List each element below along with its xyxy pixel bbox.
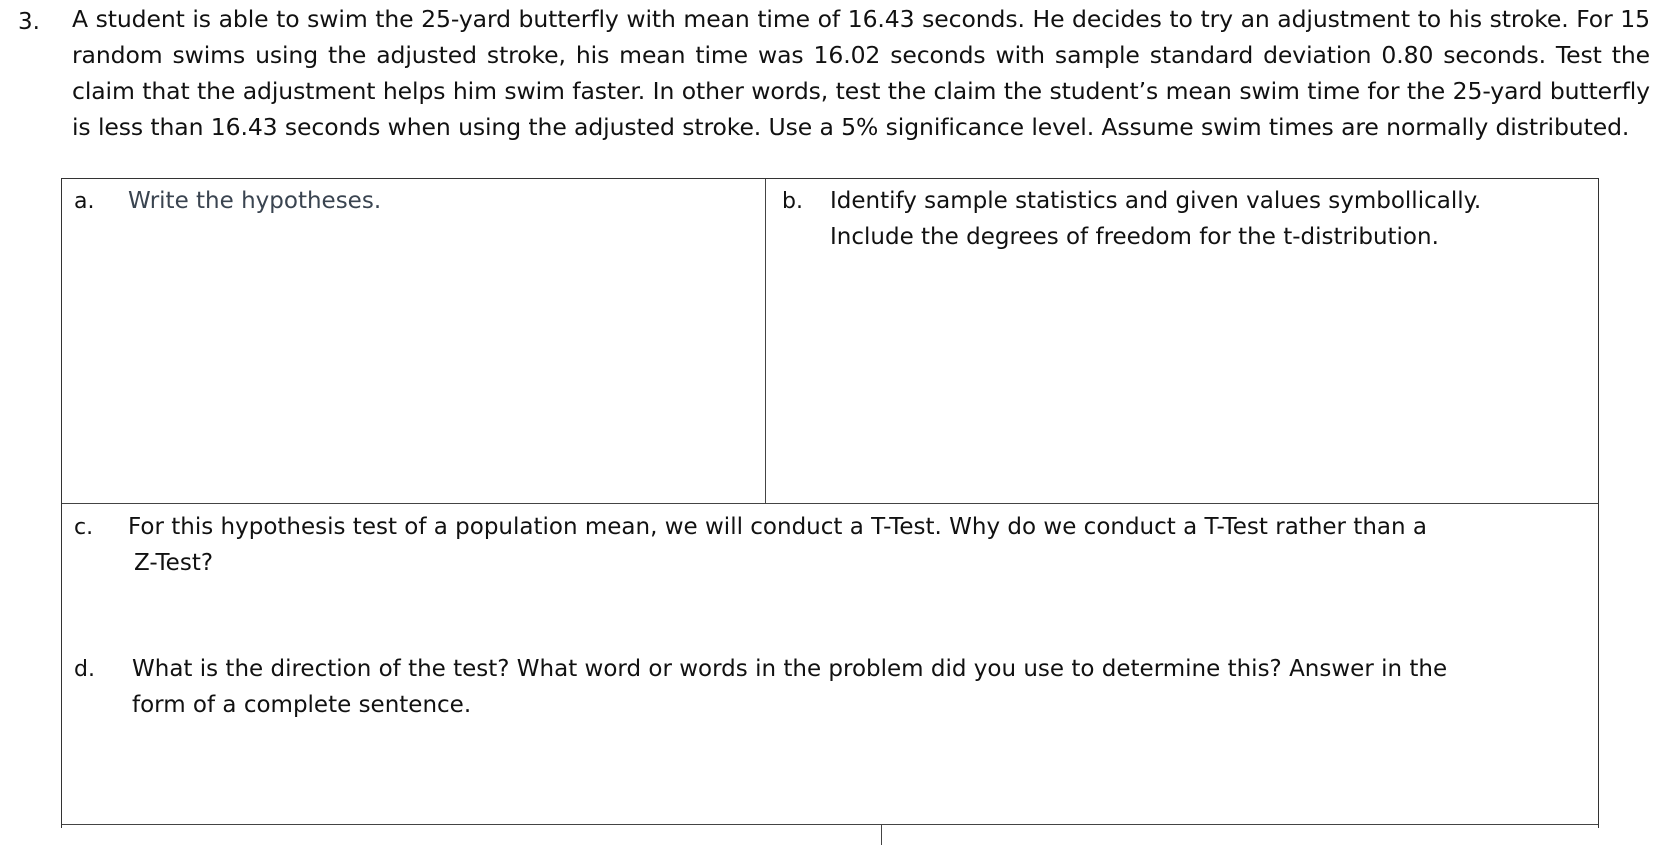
answer-table [61,178,1599,828]
part-b-prompt-line-2: Include the degrees of freedom for the t-distribution. [830,224,1439,250]
part-d-label: d. [74,657,95,682]
problem-text: A student is able to swim the 25-yard butterfly with mean time of 16.43 seconds. He decides to try an adjustment to his stroke. For 15 random swims using the adjusted stroke, his mean time was 16.02 seconds with sample standard deviation 0.80 seconds. Test the claim that the adjustment helps him swim faster. In other words, test the claim the student’s mean swim time for the 25-yard butterfly is less than 16.43 seconds when using the adjusted stroke. Use a 5% significance level. Assume swim times are normally distributed. [72,5,1650,141]
part-b-prompt-line-1: Identify sample statistics and given values symbollically. [830,188,1482,214]
problem-number: 3. [18,9,40,35]
parts-c-d-answer-box[interactable] [62,504,1598,825]
next-row-divider [62,825,882,845]
part-d-prompt-line-2: form of a complete sentence. [132,692,472,718]
part-b-answer-box[interactable] [766,179,1598,504]
problem-statement [0,0,1660,145]
part-a-prompt: Write the hypotheses. [128,188,382,214]
part-c-prompt-line-2: Z-Test? [134,550,214,576]
part-a-label: a. [74,189,95,214]
part-c-prompt-line-1: For this hypothesis test of a population mean, we will conduct a T-Test. Why do we conduct a T-Test rather than a [128,514,1427,540]
part-a-answer-box[interactable] [62,179,766,504]
part-b-label: b. [782,189,803,214]
part-d-prompt-line-1: What is the direction of the test? What word or words in the problem did you use to determine this? Answer in the [132,656,1448,682]
part-c-label: c. [74,515,94,540]
